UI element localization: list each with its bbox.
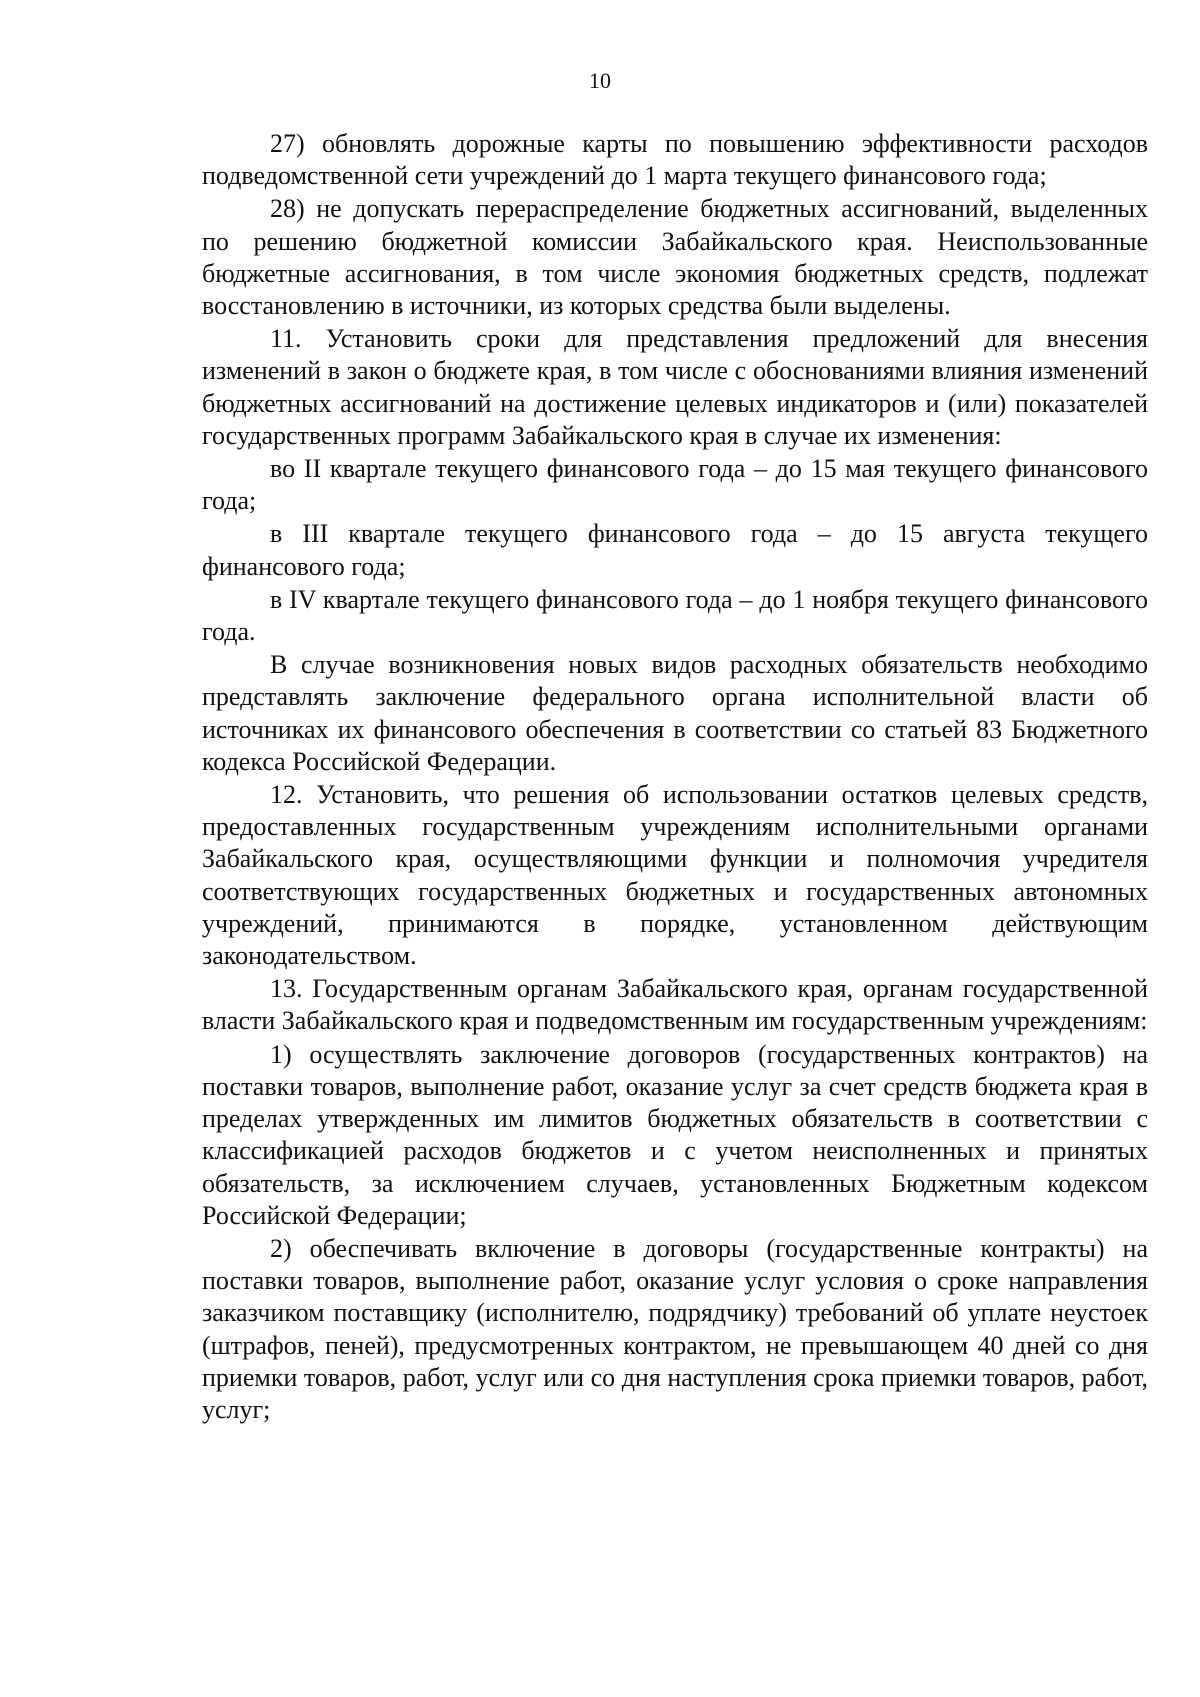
paragraph-subitem-1: 1) осуществлять заключение договоров (государственных контрактов) на поставки товаров, выполнение работ, оказание услуг за счет средств бюджета края в пределах утвержденных им лимитов бюджетных обязательств в соответствии с классификацией расходов бюджетов и с учетом неисполненных и принятых обязательств, за исключением случаев, установленных Бюджетным кодексом Российской Федерации; bbox=[202, 1039, 1148, 1230]
paragraph-quarter-3: в III квартале текущего финансового года – до 15 августа текущего финансового года; bbox=[202, 519, 1148, 581]
paragraph-item-27: 27) обновлять дорожные карты по повышению эффективности расходов подведомственной сети учреждений до 1 марта текущего финансового года; bbox=[202, 129, 1148, 191]
paragraph-quarter-2: во II квартале текущего финансового года – до 15 мая текущего финансового года; bbox=[202, 454, 1148, 516]
document-body bbox=[202, 128, 1148, 1427]
paragraph-item-28: 28) не допускать перераспределение бюджетных ассигнований, выделенных по решению бюджетной комиссии Забайкальского края. Неиспользованные бюджетные ассигнования, в том числе экономия бюджетных средств, подлежат восстановлению в источники, из которых средства были выделены. bbox=[202, 194, 1148, 321]
paragraph-clause-13: 13. Государственным органам Забайкальского края, органам государственной власти Забайкальского края и подведомственным им государственным учреждениям: bbox=[202, 974, 1148, 1036]
paragraph-subitem-2: 2) обеспечивать включение в договоры (государственные контракты) на поставки товаров, выполнение работ, оказание услуг условия о сроке направления заказчиком поставщику (исполнителю, подрядчику) требований об уплате неустоек (штрафов, пеней), предусмотренных контрактом, не превышающем 40 дней со дня приемки товаров, работ, услуг или со дня наступления срока приемки товаров, работ, услуг; bbox=[202, 1233, 1148, 1424]
paragraph-clause-11: 11. Установить сроки для представления предложений для внесения изменений в закон о бюджете края, в том числе с обоснованиями влияния изменений бюджетных ассигнований на достижение целевых индикаторов и (или) показателей государственных программ Забайкальского края в случае их изменения: bbox=[202, 324, 1148, 450]
paragraph-new-obligations: В случае возникновения новых видов расходных обязательств необходимо представлять заключение федерального органа исполнительной власти об источниках их финансового обеспечения в соответствии со статьей 83 Бюджетного кодекса Российской Федерации. bbox=[202, 650, 1148, 776]
page-number: 10 bbox=[589, 68, 611, 93]
paragraph-clause-12: 12. Установить, что решения об использовании остатков целевых средств, предоставленных государственным учреждениям исполнительными органами Забайкальского края, осуществляющими функции и полномочия учредителя соответствующих государственных бюджетных и государственных автономных учреждений, принимаются в порядке, установленном действующим законодательством. bbox=[202, 780, 1148, 971]
paragraph-quarter-4: в IV квартале текущего финансового года – до 1 ноября текущего финансового года. bbox=[202, 584, 1148, 647]
